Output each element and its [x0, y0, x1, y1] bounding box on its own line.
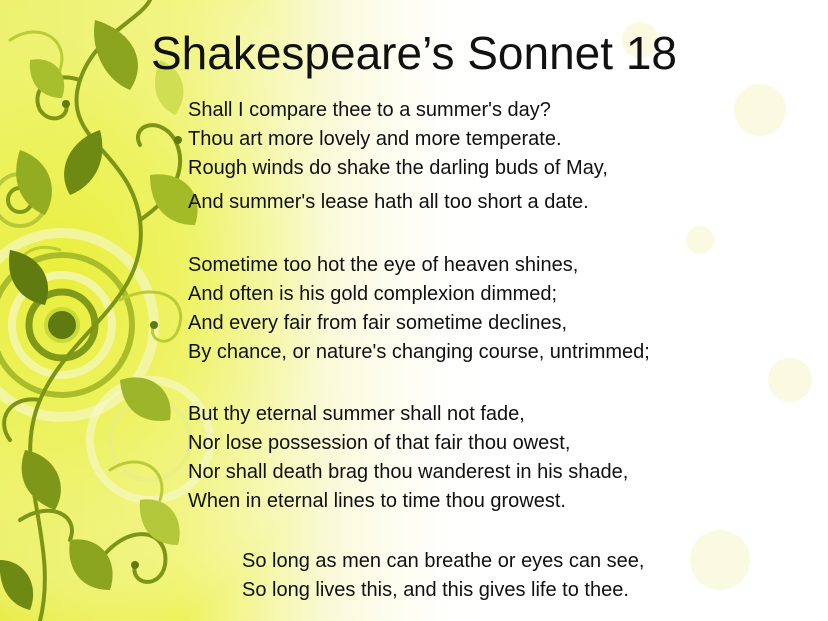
slide-title: Shakespeare’s Sonnet 18 — [151, 27, 677, 79]
poem-line: Thou art more lovely and more temperate. — [188, 128, 562, 150]
couplet — [242, 547, 644, 605]
poem-line: So long as men can breathe or eyes can see, — [242, 550, 645, 572]
poem-line: Nor lose possession of that fair thou owest, — [188, 432, 571, 454]
poem-line: Nor shall death brag thou wanderest in his shade, — [188, 461, 629, 483]
poem-line: But thy eternal summer shall not fade, — [188, 403, 525, 425]
poem-line: Shall I compare thee to a summer's day? — [188, 99, 551, 121]
poem-line: And every fair from fair sometime declines, — [188, 312, 568, 334]
poem-line: And often is his gold complexion dimmed; — [188, 283, 558, 305]
stanza-3 — [188, 400, 628, 516]
stanza-1 — [188, 96, 608, 217]
poem-line: When in eternal lines to time thou growest. — [188, 490, 566, 512]
stanza-2 — [188, 251, 650, 367]
poem-line: Sometime too hot the eye of heaven shines, — [188, 254, 579, 276]
poem-line: So long lives this, and this gives life to thee. — [242, 579, 629, 601]
poem-line: And summer's lease hath all too short a date. — [188, 191, 589, 213]
poem-line: Rough winds do shake the darling buds of May, — [188, 157, 608, 179]
poem-line: By chance, or nature's changing course, untrimmed; — [188, 341, 650, 363]
